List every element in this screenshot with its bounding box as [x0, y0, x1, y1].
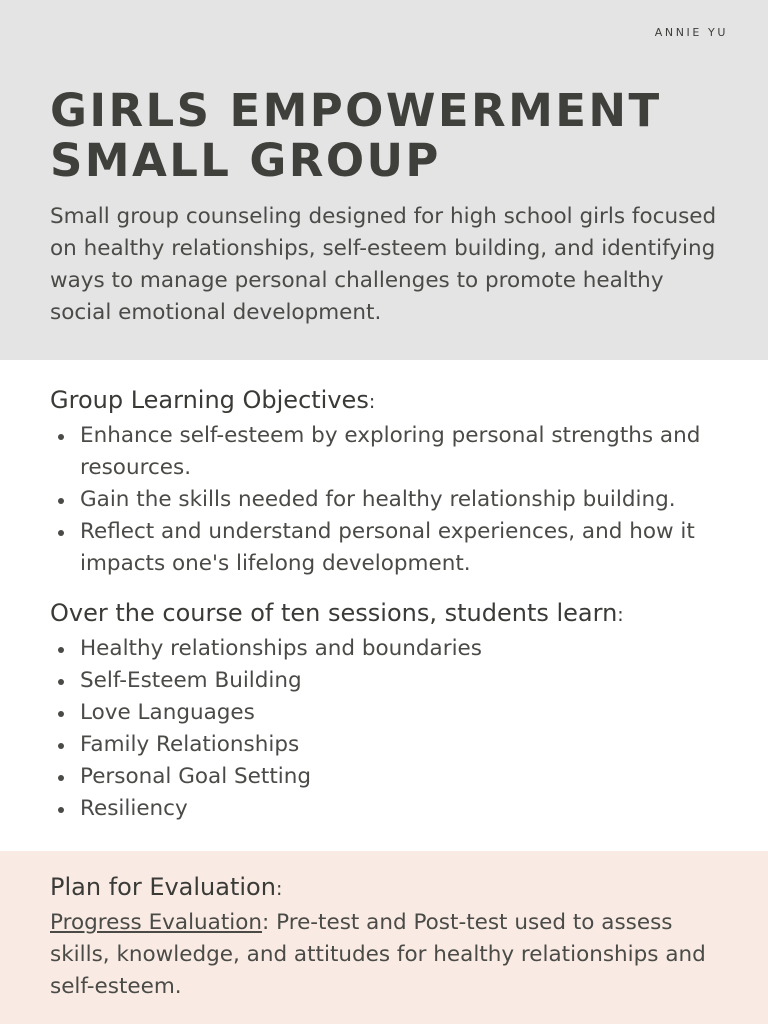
page-title — [50, 86, 662, 186]
list-item: Family Relationships — [50, 729, 740, 761]
list-item: Resiliency — [50, 793, 740, 825]
evaluation-section — [50, 871, 740, 1003]
sessions-heading-text: Over the course of ten sessions, students learn — [50, 599, 618, 627]
author-name: ANNIE YU — [654, 26, 728, 39]
objectives-heading-colon: : — [368, 391, 376, 413]
evaluation-band — [0, 851, 768, 1024]
sessions-list — [50, 633, 740, 825]
list-item: Reflect and understand personal experiences, and how it impacts one's lifelong development. — [50, 516, 740, 580]
evaluation-description: : Pre-test and Post-test used to assess skills, knowledge, and attitudes for healthy relationships and self-esteem. — [50, 910, 706, 999]
list-item: Healthy relationships and boundaries — [50, 633, 740, 665]
sessions-heading-colon: : — [617, 604, 624, 626]
evaluation-heading-colon: : — [275, 878, 283, 900]
objectives-list — [50, 420, 740, 580]
list-item: Personal Goal Setting — [50, 761, 740, 793]
list-item: Enhance self-esteem by exploring personal strengths and resources. — [50, 420, 740, 484]
header-band — [0, 0, 768, 360]
list-item: Gain the skills needed for healthy relationship building. — [50, 484, 740, 516]
intro-paragraph: Small group counseling designed for high school girls focused on healthy relationships, self-esteem building, and identifying ways to manage personal challenges to promote healthy social emotional development. — [50, 204, 717, 325]
objectives-heading — [50, 384, 740, 418]
objectives-section — [50, 384, 740, 580]
evaluation-heading — [50, 871, 740, 905]
sessions-section — [50, 597, 740, 825]
evaluation-text — [50, 907, 730, 1003]
progress-evaluation-label: Progress Evaluation — [50, 910, 263, 935]
title-line-1: GIRLS EMPOWERMENT — [50, 84, 662, 137]
evaluation-heading-text: Plan for Evaluation — [50, 873, 276, 901]
objectives-heading-text: Group Learning Objectives — [50, 386, 369, 414]
title-line-2: SMALL GROUP — [50, 134, 441, 187]
list-item: Self-Esteem Building — [50, 665, 740, 697]
sessions-heading — [50, 597, 740, 631]
list-item: Love Languages — [50, 697, 740, 729]
